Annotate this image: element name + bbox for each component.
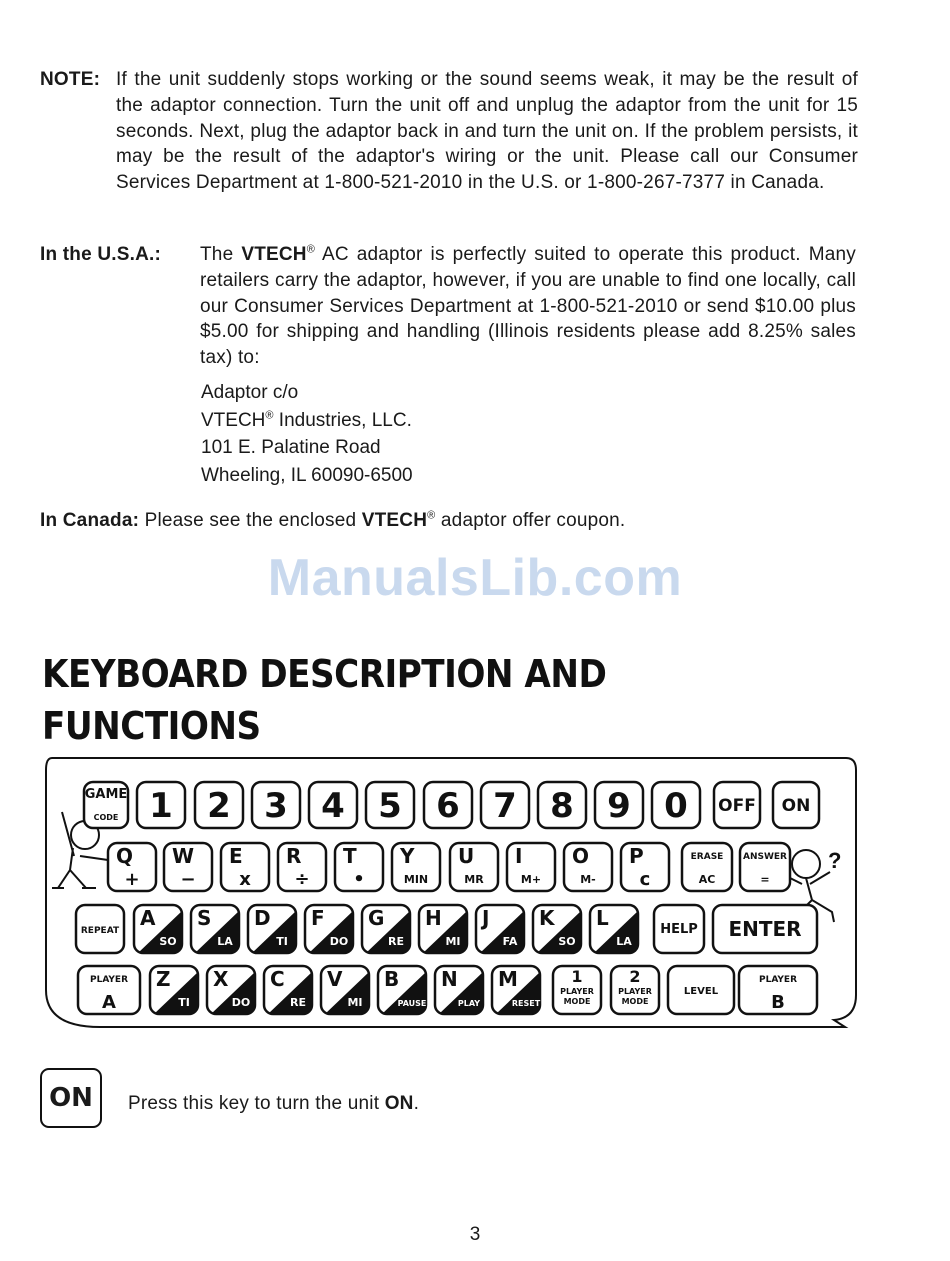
key-5 [366,782,414,828]
address-line-4: Wheeling, IL 60090-6500 [201,464,413,486]
key-sub-label: SO [558,935,576,948]
key-y-min [392,843,440,891]
key-sub-label: + [124,869,140,890]
on-key-description [128,1093,419,1115]
key-off [714,782,760,828]
key-b-pause [378,966,426,1014]
key-on [773,782,819,828]
key-main-label: D [254,906,271,930]
key-d-ti [248,905,296,953]
key-9 [595,782,643,828]
usa-text-pre: The [200,244,242,265]
key-sub-label: CODE [93,813,119,822]
key-main-label: ON [781,796,811,816]
key-sub-label: B [771,992,785,1013]
key-main-label: OFF [718,796,756,816]
key-main-label: 8 [550,786,574,826]
key-sub-label: A [102,992,116,1013]
key-main-label: 9 [607,786,631,826]
key-u-mr [450,843,498,891]
usa-brand: VTECH [241,244,307,265]
key-main-label: C [270,967,285,991]
key-main-label: 1 [571,967,583,986]
key-main-label: M [498,967,518,991]
key-game-code [84,782,128,828]
key-main-label: O [572,844,590,868]
key-main-label: L [596,906,609,930]
key-4 [309,782,357,828]
address-line-2-rest: Industries, LLC. [273,409,412,431]
key-player-b [739,966,817,1014]
usa-text-post: AC adaptor is perfectly suited to operate this product. Many retailers carry the adaptor, however, if you are unable to find one locally, call our Consumer Services Department at 1-800-521-2010 or send $10.00 plus $5.00 for shipping and handling (Illinois residents please add 8.25% sales tax) to: [200,244,856,369]
key-sub-label: • [353,869,365,890]
key-main-label: 7 [493,786,517,826]
key-answer [740,843,790,891]
key-main-label: T [343,844,357,868]
on-key-desc-pre: Press this key to turn the unit [128,1093,385,1114]
key-main-label: PLAYER [89,975,129,985]
key-erase-ac [682,843,732,891]
key-g-re [362,905,410,953]
key-main-label: 0 [664,786,688,826]
key-sub-label: MODE [621,997,649,1006]
key-main-label: W [172,844,195,868]
address-line-3: 101 E. Palatine Road [201,437,381,458]
key-1 [137,782,185,828]
key-0 [652,782,700,828]
key-main-label: K [539,906,555,930]
key-main-label: J [482,906,490,930]
key-sub-label: c [639,869,651,890]
key-i-m [507,843,555,891]
page-number: 3 [469,1224,481,1245]
key-main-label: P [629,844,644,868]
key-main-label: A [140,906,156,930]
on-key-icon: ON [40,1068,102,1128]
key-k-so [533,905,581,953]
key-p-c [621,843,669,891]
key-6 [424,782,472,828]
key-main-label: REPEAT [80,926,120,936]
key-main-label: G [368,906,385,930]
key-sub-label: DO [231,996,251,1009]
key-c-re [264,966,312,1014]
on-key-desc-post: . [413,1093,420,1114]
key-main-label: LEVEL [683,986,719,997]
watermark: ManualsLib.com [267,549,683,607]
key-r [278,843,326,891]
on-key-desc-bold: ON [384,1093,414,1114]
key-sub-label: PLAY [457,999,481,1008]
key-sub-label: = [760,873,770,886]
key-sub-label: LA [217,935,233,948]
key-sub-label: TI [276,935,288,948]
key-main-label: 6 [436,786,460,826]
address-line-1: Adaptor c/o [201,382,299,403]
key-1-player-mode [553,966,601,1014]
key-main-label: S [197,906,212,930]
key-main-label: ANSWER [743,852,787,862]
key-h-mi [419,905,467,953]
canada-text-post: adaptor offer coupon. [435,510,626,531]
key-enter [713,905,817,953]
key-j-fa [476,905,524,953]
key-n-play [435,966,483,1014]
key-main-label: ENTER [728,917,802,941]
key-3 [252,782,300,828]
key-t [335,843,383,891]
key-sub-label: RE [388,935,404,948]
key-main-label: 1 [149,786,173,826]
key-v-mi [321,966,369,1014]
key-main-label: 3 [264,786,288,826]
key-main-label: V [327,967,343,991]
svg-text:?: ? [828,848,842,873]
canada-reg-mark: ® [427,509,436,522]
heading-line-1: KEYBOARD DESCRIPTION AND [42,652,607,696]
key-main-label: H [425,906,442,930]
key-main-label: 4 [321,786,345,826]
key-a-so [134,905,182,953]
key-sub-label: MIN [403,873,429,886]
key-2-player-mode [611,966,659,1014]
key-sub-label: FA [502,935,518,948]
key-sub-label: MI [445,935,461,948]
key-sub-label: RESET [511,999,541,1008]
key-2 [195,782,243,828]
key-sub-label: PLAYER [560,987,594,996]
key-s-la [191,905,239,953]
key-main-label: F [311,906,325,930]
key-sub-label: LA [616,935,632,948]
key-e-x [221,843,269,891]
key-m-reset [492,966,541,1014]
key-z-ti [150,966,198,1014]
key-main-label: 2 [207,786,231,826]
note-label: NOTE: [40,69,101,90]
key-player-a [78,966,140,1014]
address-reg-mark: ® [265,409,274,422]
key-l-la [590,905,638,953]
canada-label: In Canada: [40,510,140,531]
key-sub-label: MI [347,996,363,1009]
key-main-label: Q [116,844,134,868]
key-sub-label: DO [329,935,349,948]
key-main-label: Y [400,844,415,868]
key-main-label: ERASE [690,852,724,862]
key-main-label: 2 [629,967,641,986]
key-main-label: N [441,967,458,991]
key-main-label: U [458,844,475,868]
key-sub-label: MR [464,873,484,886]
key-sub-label: − [180,869,196,890]
key-sub-label: PLAYER [618,987,652,996]
key-main-label: Z [156,967,171,991]
key-8 [538,782,586,828]
key-o-m [564,843,612,891]
key-q [108,843,156,891]
key-sub-label: RE [290,996,306,1009]
key-main-label: X [213,967,229,991]
key-main-label: 5 [378,786,402,826]
key-main-label: I [515,844,523,868]
key-sub-label: SO [159,935,177,948]
key-main-label: E [229,844,243,868]
address-brand: VTECH [201,409,266,431]
key-f-do [305,905,353,953]
usa-label: In the U.S.A.: [40,244,162,265]
note-text: If the unit suddenly stops working or the sound seems weak, it may be the result of the adaptor connection. Turn the unit off and unplug the adaptor from the unit for 15 seconds. Next, plug the adaptor back in and turn the unit on. If the problem persists, it may be the result of the adaptor's wiring or the unit. Please call our Consumer Services Department at 1-800-521-2010 in the U.S. or 1-800-267-7377 in Canada. [116,69,858,194]
key-repeat [76,905,124,953]
key-sub-label: x [239,869,251,890]
key-7 [481,782,529,828]
key-main-label: GAME [84,787,128,802]
key-sub-label: M+ [520,873,542,886]
key-x-do [207,966,255,1014]
key-main-label: B [384,967,400,991]
key-sub-label: PAUSE [397,999,427,1008]
usa-reg-mark: ® [306,243,316,256]
keyboard-keys [76,782,819,1014]
canada-brand: VTECH [361,510,428,531]
key-sub-label: TI [178,996,190,1009]
key-main-label: HELP [660,922,698,937]
key-sub-label: M- [580,873,596,886]
key-level [668,966,734,1014]
key-w [164,843,212,891]
heading-line-2: FUNCTIONS [42,704,261,748]
key-main-label: PLAYER [758,975,798,985]
key-help [654,905,704,953]
key-main-label: R [286,844,302,868]
key-sub-label: ÷ [294,869,310,890]
key-sub-label: MODE [563,997,591,1006]
canada-text-pre: Please see the enclosed [139,510,362,531]
key-sub-label: AC [698,873,716,886]
